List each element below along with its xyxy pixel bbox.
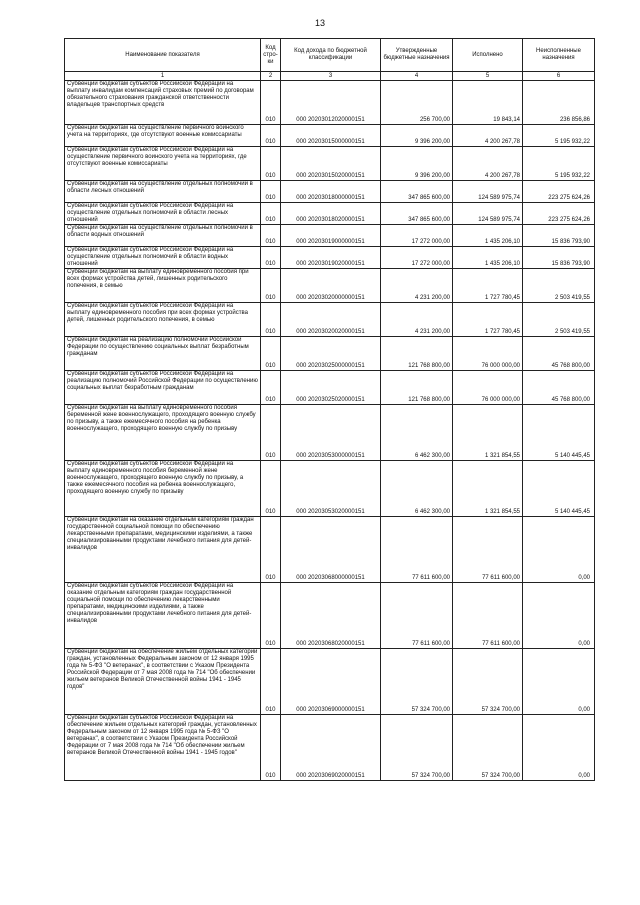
row-unexecuted-cell: 15 836 793,90 xyxy=(523,225,595,247)
row-executed-cell: 57 324 700,00 xyxy=(453,649,523,715)
row-executed-cell: 57 324 700,00 xyxy=(453,715,523,781)
row-name-cell: Субвенции бюджетам на обеспечение жильем отдельных категорий граждан, установленных Федеральным законом от 12 января 1995 года № 5-ФЗ "О ветеранах", в соответствии с Указом Президента Российской Федерации от 7 мая 2008 года № 714 "Об обеспечении жильем ветеранов Великой Отечественной войны 1941 - 1945 годов" xyxy=(65,649,261,715)
row-approved-cell: 4 231 200,00 xyxy=(381,303,453,337)
row-kbk-cell: 000 20203025020000151 xyxy=(281,371,381,405)
row-unexecuted-cell: 0,00 xyxy=(523,517,595,583)
column-number: 6 xyxy=(523,72,595,81)
row-kbk-cell: 000 20203068000000151 xyxy=(281,517,381,583)
row-executed-cell: 1 435 206,10 xyxy=(453,247,523,269)
row-unexecuted-cell: 0,00 xyxy=(523,715,595,781)
row-name-cell: Субвенции бюджетам на осуществление отдельных полномочий в области лесных отношений xyxy=(65,181,261,203)
row-name-cell: Субвенции бюджетам на реализацию полномочий Российской Федерации по осуществлению социальных выплат безработным гражданам xyxy=(65,337,261,371)
column-number: 4 xyxy=(381,72,453,81)
row-approved-cell: 57 324 700,00 xyxy=(381,649,453,715)
row-kbk-cell: 000 20203020020000151 xyxy=(281,303,381,337)
table-row xyxy=(65,337,595,371)
row-code-cell: 010 xyxy=(261,81,281,125)
row-code-cell: 010 xyxy=(261,269,281,303)
row-name-cell: Субвенции бюджетам субъектов Российской Федерации на осуществление отдельных полномочий в области лесных отношений xyxy=(65,203,261,225)
row-kbk-cell: 000 20203019020000151 xyxy=(281,247,381,269)
row-executed-cell: 77 611 600,00 xyxy=(453,517,523,583)
table-row xyxy=(65,303,595,337)
row-code-cell: 010 xyxy=(261,405,281,461)
column-number: 1 xyxy=(65,72,261,81)
row-name-cell: Субвенции бюджетам субъектов Российской Федерации на выплату единовременного пособия беременной жене военнослужащего, проходящего военную службу по призыву, а также ежемесячного пособия на ребенка военнослужащего, проходящего военную службу по призыву xyxy=(65,461,261,517)
header-approved: Утвержденные бюджетные назначения xyxy=(381,39,453,72)
row-executed-cell: 1 727 780,45 xyxy=(453,303,523,337)
table-row xyxy=(65,203,595,225)
table-row xyxy=(65,81,595,125)
report-body xyxy=(65,81,595,781)
row-code-cell: 010 xyxy=(261,517,281,583)
row-name-cell: Субвенции бюджетам субъектов Российской Федерации на выплату инвалидам компенсаций страховых премий по договорам обязательного страхования гражданской ответственности владельцев транспортных средств xyxy=(65,81,261,125)
column-number: 3 xyxy=(281,72,381,81)
row-code-cell: 010 xyxy=(261,461,281,517)
row-approved-cell: 121 768 800,00 xyxy=(381,371,453,405)
row-code-cell: 010 xyxy=(261,303,281,337)
row-executed-cell: 1 435 206,10 xyxy=(453,225,523,247)
row-approved-cell: 17 272 000,00 xyxy=(381,225,453,247)
row-code-cell: 010 xyxy=(261,649,281,715)
row-executed-cell: 19 843,14 xyxy=(453,81,523,125)
row-unexecuted-cell: 2 503 419,55 xyxy=(523,269,595,303)
row-unexecuted-cell: 5 195 932,22 xyxy=(523,147,595,181)
row-approved-cell: 347 865 600,00 xyxy=(381,181,453,203)
row-name-cell: Субвенции бюджетам на осуществление первичного воинского учета на территориях, где отсутствуют военные комиссариаты xyxy=(65,125,261,147)
row-name-cell: Субвенции бюджетам субъектов Российской Федерации на осуществление первичного воинского учета на территориях, где отсутствуют военные комиссариаты xyxy=(65,147,261,181)
row-kbk-cell: 000 20203015020000151 xyxy=(281,147,381,181)
row-unexecuted-cell: 223 275 624,26 xyxy=(523,181,595,203)
row-approved-cell: 57 324 700,00 xyxy=(381,715,453,781)
row-approved-cell: 77 611 600,00 xyxy=(381,517,453,583)
row-unexecuted-cell: 5 140 445,45 xyxy=(523,461,595,517)
row-kbk-cell: 000 20203069000000151 xyxy=(281,649,381,715)
row-code-cell: 010 xyxy=(261,147,281,181)
report-table xyxy=(64,38,595,781)
row-executed-cell: 4 200 267,78 xyxy=(453,125,523,147)
row-name-cell: Субвенции бюджетам на выплату единовременного пособия при всех формах устройства детей, лишенных родительского попечения, в семью xyxy=(65,269,261,303)
row-kbk-cell: 000 20203018000000151 xyxy=(281,181,381,203)
page-number: 13 xyxy=(314,18,325,28)
row-name-cell: Субвенции бюджетам на осуществление отдельных полномочий в области водных отношений xyxy=(65,225,261,247)
row-unexecuted-cell: 236 856,86 xyxy=(523,81,595,125)
row-kbk-cell: 000 20203068020000151 xyxy=(281,583,381,649)
row-name-cell: Субвенции бюджетам субъектов Российской Федерации на обеспечение жильем отдельных категорий граждан, установленных Федеральным законом от 12 января 1995 года № 5-ФЗ "О ветеранах", в соответствии с Указом Президента Российской Федерации от 7 мая 2008 года № 714 "Об обеспечении жильем ветеранов Великой Отечественной войны 1941 - 1945 годов" xyxy=(65,715,261,781)
header-executed: Исполнено xyxy=(453,39,523,72)
row-unexecuted-cell: 223 275 624,26 xyxy=(523,203,595,225)
row-executed-cell: 1 321 854,55 xyxy=(453,405,523,461)
row-name-cell: Субвенции бюджетам субъектов Российской Федерации на оказание отдельным категориям граждан государственной социальной помощи по обеспечению лекарственными препаратами, медицинскими изделиями, а также специализированными продуктами лечебного питания для детей-инвалидов xyxy=(65,583,261,649)
row-name-cell: Субвенции бюджетам субъектов Российской Федерации на выплату единовременного пособия при всех формах устройства детей, лишенных родительского попечения, в семью xyxy=(65,303,261,337)
header-unexecuted: Неисполненные назначения xyxy=(523,39,595,72)
row-name-cell: Субвенции бюджетам на оказание отдельным категориям граждан государственной социальной помощи по обеспечению лекарственными препаратами, медицинскими изделиями, а также специализированными продуктами лечебного питания для детей-инвалидов xyxy=(65,517,261,583)
row-name-cell: Субвенции бюджетам на выплату единовременного пособия беременной жене военнослужащего, проходящего военную службу по призыву, а также ежемесячного пособия на ребенка военнослужащего, проходящего военную службу по призыву xyxy=(65,405,261,461)
table-row xyxy=(65,371,595,405)
row-unexecuted-cell: 5 140 445,45 xyxy=(523,405,595,461)
row-kbk-cell: 000 20203018020000151 xyxy=(281,203,381,225)
row-approved-cell: 347 865 600,00 xyxy=(381,203,453,225)
header-row xyxy=(65,39,595,72)
table-row xyxy=(65,269,595,303)
row-executed-cell: 76 000 000,00 xyxy=(453,371,523,405)
row-code-cell: 010 xyxy=(261,715,281,781)
row-unexecuted-cell: 2 503 419,55 xyxy=(523,303,595,337)
row-code-cell: 010 xyxy=(261,181,281,203)
row-approved-cell: 77 611 600,00 xyxy=(381,583,453,649)
row-code-cell: 010 xyxy=(261,583,281,649)
table-row xyxy=(65,225,595,247)
row-executed-cell: 124 589 975,74 xyxy=(453,181,523,203)
row-code-cell: 010 xyxy=(261,371,281,405)
table-row xyxy=(65,715,595,781)
row-unexecuted-cell: 45 768 800,00 xyxy=(523,337,595,371)
row-kbk-cell: 000 20203019000000151 xyxy=(281,225,381,247)
column-number: 2 xyxy=(261,72,281,81)
table-row xyxy=(65,147,595,181)
row-executed-cell: 4 200 267,78 xyxy=(453,147,523,181)
row-kbk-cell: 000 20203025000000151 xyxy=(281,337,381,371)
row-approved-cell: 9 396 200,00 xyxy=(381,147,453,181)
table-row xyxy=(65,649,595,715)
row-executed-cell: 1 321 854,55 xyxy=(453,461,523,517)
table-row xyxy=(65,405,595,461)
row-kbk-cell: 000 20203069020000151 xyxy=(281,715,381,781)
row-approved-cell: 121 768 800,00 xyxy=(381,337,453,371)
row-executed-cell: 1 727 780,45 xyxy=(453,269,523,303)
row-executed-cell: 77 611 600,00 xyxy=(453,583,523,649)
row-unexecuted-cell: 5 195 932,22 xyxy=(523,125,595,147)
row-code-cell: 010 xyxy=(261,125,281,147)
row-code-cell: 010 xyxy=(261,337,281,371)
table-row xyxy=(65,517,595,583)
row-kbk-cell: 000 20203053020000151 xyxy=(281,461,381,517)
column-number-row xyxy=(65,72,595,81)
row-name-cell: Субвенции бюджетам субъектов Российской Федерации на реализацию полномочий Российской Федерации по осуществлению социальных выплат безработным гражданам xyxy=(65,371,261,405)
row-executed-cell: 76 000 000,00 xyxy=(453,337,523,371)
row-approved-cell: 256 700,00 xyxy=(381,81,453,125)
header-code: Код стро-ки xyxy=(261,39,281,72)
row-unexecuted-cell: 45 768 800,00 xyxy=(523,371,595,405)
table-row xyxy=(65,181,595,203)
header-name: Наименование показателя xyxy=(65,39,261,72)
header-kbk: Код дохода по бюджетной классификации xyxy=(281,39,381,72)
row-executed-cell: 124 589 975,74 xyxy=(453,203,523,225)
row-unexecuted-cell: 15 836 793,90 xyxy=(523,247,595,269)
row-approved-cell: 6 462 300,00 xyxy=(381,405,453,461)
table-row xyxy=(65,247,595,269)
column-number: 5 xyxy=(453,72,523,81)
row-code-cell: 010 xyxy=(261,247,281,269)
row-approved-cell: 9 396 200,00 xyxy=(381,125,453,147)
row-approved-cell: 6 462 300,00 xyxy=(381,461,453,517)
table-row xyxy=(65,583,595,649)
row-kbk-cell: 000 20203020000000151 xyxy=(281,269,381,303)
row-code-cell: 010 xyxy=(261,225,281,247)
row-kbk-cell: 000 20203015000000151 xyxy=(281,125,381,147)
row-approved-cell: 4 231 200,00 xyxy=(381,269,453,303)
table-row xyxy=(65,461,595,517)
row-approved-cell: 17 272 000,00 xyxy=(381,247,453,269)
row-code-cell: 010 xyxy=(261,203,281,225)
row-kbk-cell: 000 20203012020000151 xyxy=(281,81,381,125)
row-kbk-cell: 000 20203053000000151 xyxy=(281,405,381,461)
row-unexecuted-cell: 0,00 xyxy=(523,583,595,649)
row-unexecuted-cell: 0,00 xyxy=(523,649,595,715)
row-name-cell: Субвенции бюджетам субъектов Российской Федерации на осуществление отдельных полномочий в области водных отношений xyxy=(65,247,261,269)
table-row xyxy=(65,125,595,147)
